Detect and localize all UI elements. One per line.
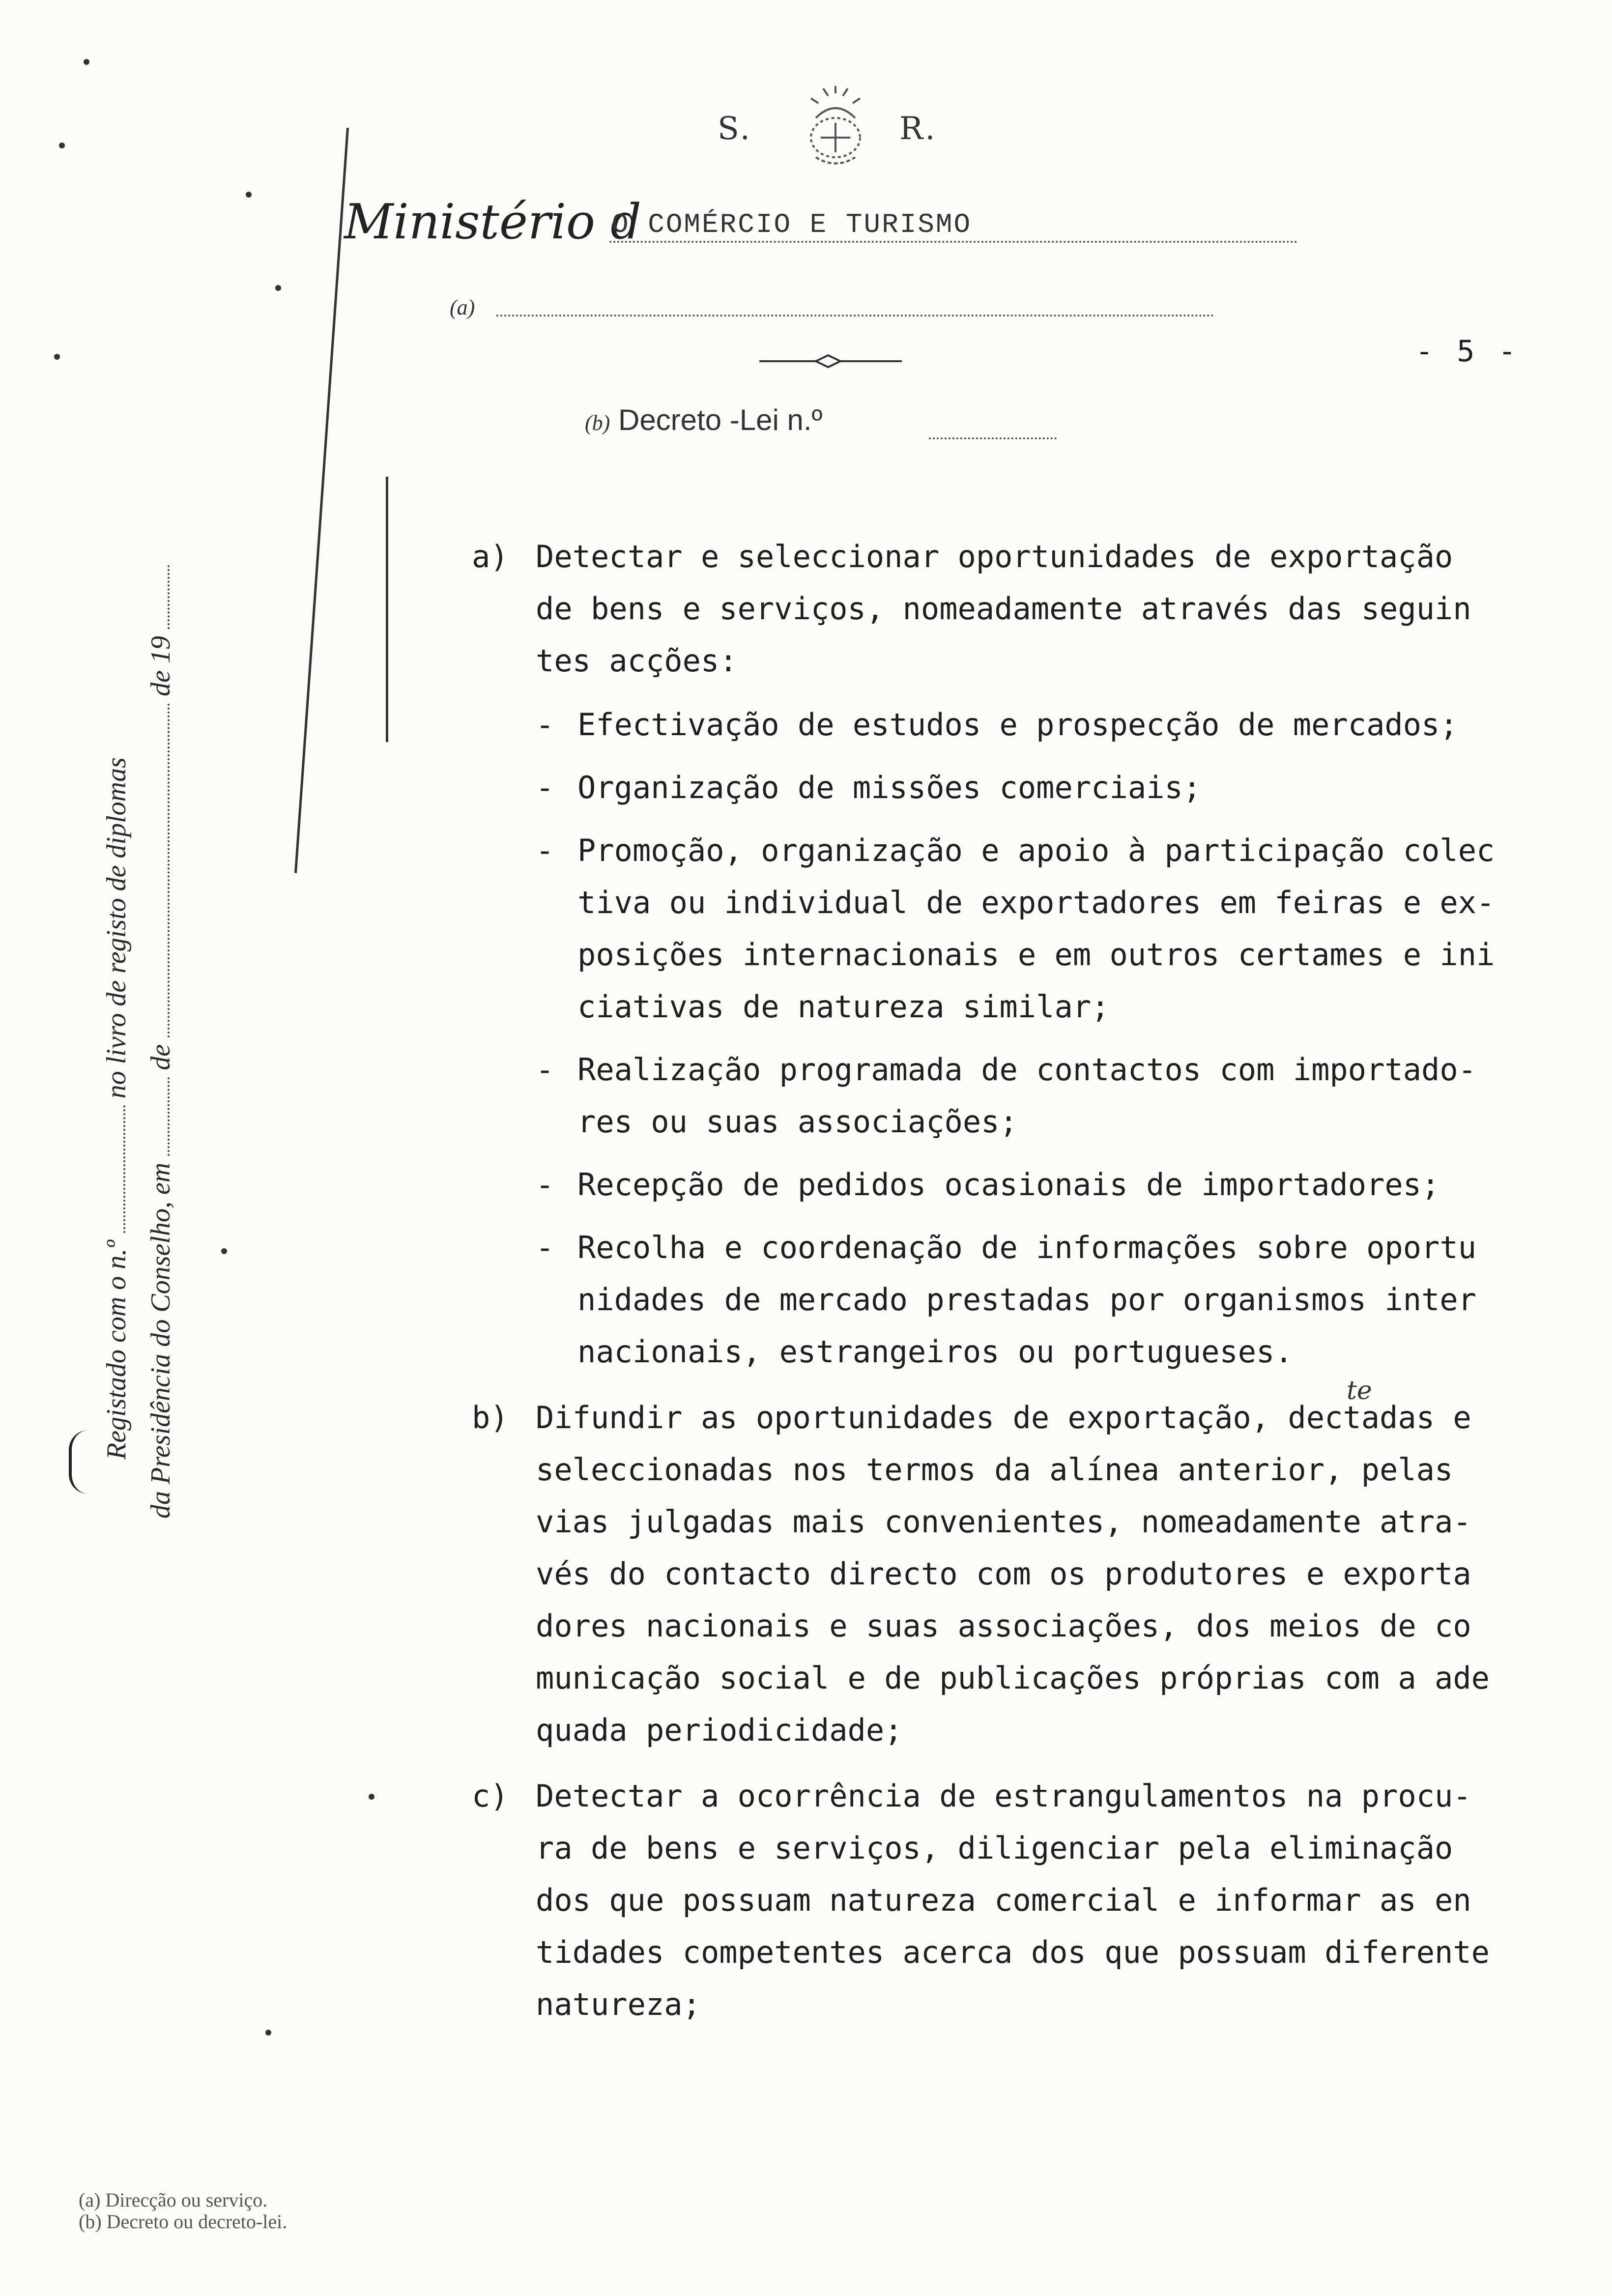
- text-line: Difundir as oportunidades de exportação, dectadas e: [536, 1400, 1471, 1435]
- page-number: - 5 -: [1415, 334, 1519, 369]
- decree-dotted-line: [929, 437, 1057, 439]
- text-line: vés do contacto directo com os produtores e exporta: [536, 1556, 1471, 1592]
- scan-speck: [275, 285, 281, 291]
- margin-bracket: [69, 1430, 91, 1494]
- scan-speck: [59, 143, 65, 148]
- subitem-dash: -: [536, 770, 554, 805]
- item-a: [472, 531, 1578, 1378]
- text-line: vias julgadas mais convenientes, nomeadamente atra-: [536, 1504, 1471, 1540]
- scan-speck: [54, 354, 60, 360]
- year-label: de 19: [145, 636, 176, 696]
- text-line: posições internacionais e em outros certames e ini: [577, 937, 1495, 973]
- subitem-dash: -: [536, 1052, 554, 1088]
- item-mark: b): [472, 1400, 509, 1435]
- text-line: ciativas de natureza similar;: [577, 989, 1110, 1025]
- item-mark: c): [472, 1778, 509, 1814]
- registry-margin-line-1: [101, 757, 132, 1460]
- text-line: quada periodicidade;: [536, 1712, 903, 1748]
- text-line: dos que possuam natureza comercial e informar as en: [536, 1882, 1471, 1918]
- footnotes: [79, 2189, 287, 2233]
- coat-of-arms-icon: [789, 84, 882, 172]
- item-b: [472, 1376, 1578, 1756]
- subitem-dash: -: [536, 707, 554, 743]
- seal-letter-right: R.: [899, 111, 937, 147]
- decree-line: [585, 403, 1057, 447]
- decree-prefix: (b): [585, 411, 610, 435]
- decree-label: Decreto -Lei n.º: [618, 403, 823, 436]
- de-label: de: [145, 1044, 176, 1070]
- margin-rule-vertical: [386, 477, 388, 742]
- registry-number-dots: [104, 1105, 125, 1233]
- registry-suffix: no livro de registo de diplomas: [101, 757, 132, 1099]
- date-day-dots: [148, 1077, 170, 1156]
- item-c: [472, 1770, 1578, 2031]
- text-line: ra de bens e serviços, diligenciar pela eliminação: [536, 1830, 1453, 1866]
- text-line: tiva ou individual de exportadores em feiras e ex-: [577, 885, 1495, 920]
- text-line: tidades competentes acerca dos que possuam diferente: [536, 1934, 1490, 1970]
- ministry-name: O COMÉRCIO E TURISMO: [612, 209, 972, 240]
- text-line: Detectar e seleccionar oportunidades de exportação: [536, 539, 1453, 574]
- registry-label: Registado com o n.º: [101, 1240, 132, 1460]
- registry-margin-line-2: [145, 565, 176, 1519]
- text-line: Detectar a ocorrência de estrangulamentos na procu-: [536, 1778, 1471, 1814]
- footnote-a: (a) Direcção ou serviço.: [79, 2189, 268, 2211]
- coat-of-arms-header: [708, 84, 973, 172]
- scan-speck: [84, 59, 89, 65]
- seal-letter-left: S.: [718, 111, 752, 147]
- document-body: [472, 531, 1578, 2044]
- ministry-prefix: Ministério d: [344, 194, 641, 250]
- scan-speck: [221, 1248, 227, 1254]
- ministry-heading: [344, 194, 1302, 248]
- subitem-dash: -: [536, 1167, 554, 1203]
- date-year-dots: [148, 565, 170, 629]
- scan-speck: [265, 2030, 271, 2036]
- direction-dotted-line: [496, 315, 1214, 316]
- item-mark: a): [472, 539, 509, 574]
- scan-speck: [369, 1794, 374, 1800]
- text-line: dores nacionais e suas associações, dos meios de co: [536, 1608, 1471, 1644]
- margin-rule-diagonal: [294, 128, 349, 873]
- text-line: Realização programada de contactos com importado-: [577, 1052, 1477, 1088]
- subitem: [536, 1159, 1578, 1211]
- text-line: Efectivação de estudos e prospecção de mercados;: [577, 707, 1458, 743]
- text-line: Recolha e coordenação de informações sobre oportu: [577, 1230, 1477, 1265]
- text-line: de bens e serviços, nomeadamente através das seguin: [536, 591, 1471, 627]
- direction-label: (a): [450, 295, 475, 319]
- presidencia-label: da Presidência do Conselho, em: [145, 1162, 176, 1519]
- text-line: municação social e de publicações próprias com a ade: [536, 1660, 1490, 1696]
- subitem: [536, 762, 1578, 814]
- subitem: [536, 1044, 1578, 1148]
- text-line: Organização de missões comerciais;: [577, 770, 1202, 805]
- date-month-dots: [148, 703, 170, 1037]
- subitem: [536, 699, 1578, 751]
- text-line: res ou suas associações;: [577, 1104, 1018, 1140]
- text-line: tes acções:: [536, 643, 738, 679]
- subitem: [536, 825, 1578, 1033]
- text-line: Promoção, organização e apoio à participação colec: [577, 832, 1495, 868]
- ministry-dotted-line: [609, 241, 1297, 243]
- footnote-b: (b) Decreto ou decreto-lei.: [79, 2210, 288, 2233]
- text-line: nacionais, estrangeiros ou portugueses.: [577, 1334, 1293, 1370]
- subitem: [536, 1222, 1578, 1378]
- scan-speck: [246, 192, 252, 198]
- text-line: seleccionadas nos termos da alínea anterior, pelas: [536, 1452, 1453, 1488]
- subitem-dash: -: [536, 1230, 554, 1265]
- handwritten-correction: te: [1347, 1376, 1372, 1406]
- subitem-dash: -: [536, 832, 554, 868]
- ornament-divider: [759, 351, 902, 371]
- text-line: nidades de mercado prestadas por organismos inter: [577, 1282, 1477, 1318]
- text-line: Recepção de pedidos ocasionais de importadores;: [577, 1167, 1440, 1203]
- text-line: natureza;: [536, 1986, 701, 2022]
